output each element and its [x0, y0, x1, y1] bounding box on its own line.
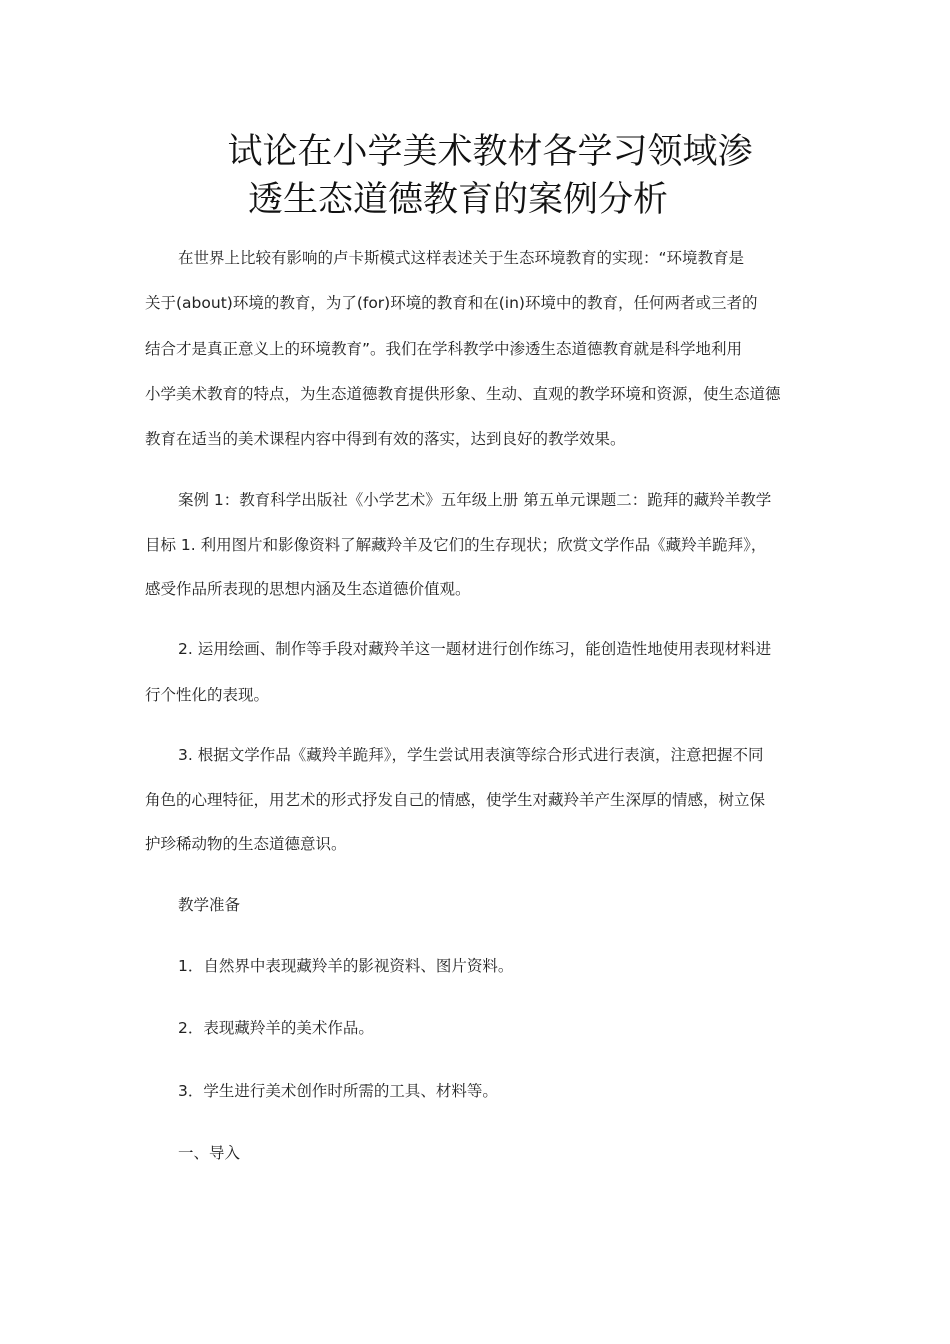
goal3-line-1: 3. 根据文学作品《藏羚羊跪拜》，学生尝试用表演等综合形式进行表演，注意把握不同 [178, 746, 764, 764]
case1-line-2: 目标 1. 利用图片和影像资料了解藏羚羊及它们的生存现状；欣赏文学作品《藏羚羊跪拜》， [145, 536, 767, 554]
case1-line-3: 感受作品所表现的思想内涵及生态道德价值观。 [145, 580, 471, 598]
goal3-line-2: 角色的心理特征，用艺术的形式抒发自己的情感，使学生对藏羚羊产生深厚的情感，树立保 [145, 791, 766, 809]
document-title-line-1: 试论在小学美术教材各学习领域渗 [227, 132, 753, 172]
goal2-line-1: 2. 运用绘画、制作等手段对藏羚羊这一题材进行创作练习，能创造性地使用表现材料进 [178, 640, 772, 658]
document-title-line-2: 透生态道德教育的案例分析 [247, 180, 668, 220]
goal2-line-2: 行个性化的表现。 [145, 686, 270, 704]
goal3-line-3: 护珍稀动物的生态道德意识。 [145, 835, 347, 853]
intro-line-4: 小学美术教育的特点，为生态道德教育提供形象、生动、直观的教学环境和资源，使生态道德 [145, 385, 781, 403]
intro-line-2: 关于(about)环境的教育，为了(for)环境的教育和在(in)环境中的教育，任何两者或三者的 [145, 294, 758, 312]
prep-item-2: 2．表现藏羚羊的美术作品。 [178, 1019, 374, 1037]
intro-line-3: 结合才是真正意义上的环境教育”。我们在学科教学中渗透生态道德教育就是科学地利用 [145, 340, 743, 358]
prep-heading: 教学准备 [178, 896, 241, 914]
prep-item-1: 1．自然界中表现藏羚羊的影视资料、图片资料。 [178, 957, 514, 975]
section-heading-intro: 一、导入 [178, 1144, 241, 1162]
case1-line-1: 案例 1：教育科学出版社《小学艺术》五年级上册 第五单元课题二：跪拜的藏羚羊教学 [178, 491, 772, 509]
prep-item-3: 3．学生进行美术创作时所需的工具、材料等。 [178, 1082, 498, 1100]
intro-line-1: 在世界上比较有影响的卢卡斯模式这样表述关于生态环境教育的实现：“环境教育是 [178, 249, 745, 267]
intro-line-5: 教育在适当的美术课程内容中得到有效的落实，达到良好的教学效果。 [145, 430, 626, 448]
